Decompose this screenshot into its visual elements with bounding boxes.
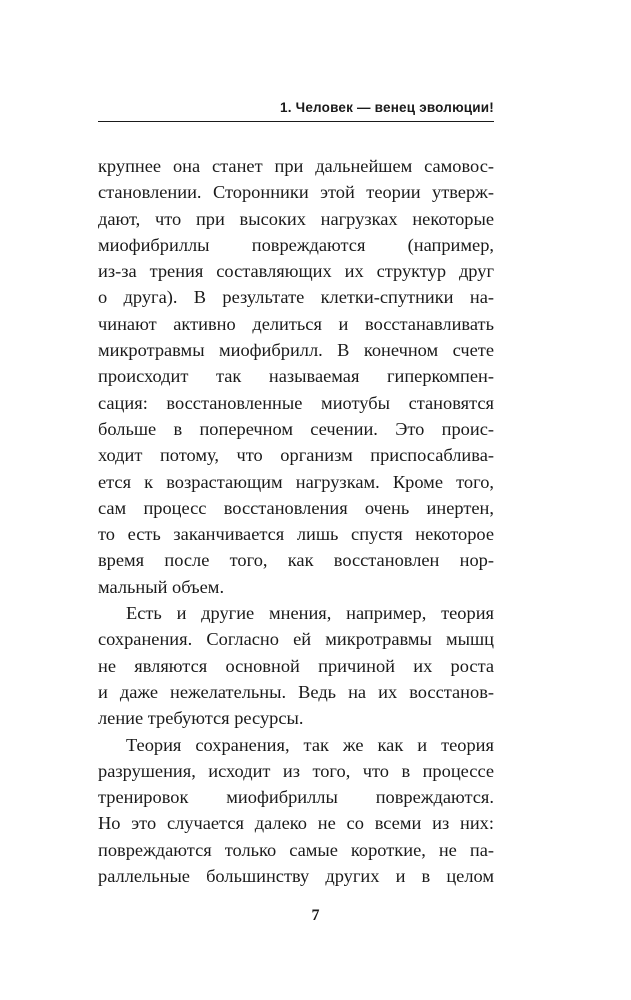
text-line: Теория сохранения, так же как и теория bbox=[126, 734, 494, 755]
text-line: Но это случается далеко не со всеми из них: bbox=[98, 813, 494, 834]
text-line: больше в поперечном сечении. Это проис- bbox=[98, 418, 494, 439]
text-line: сам процесс восстановления очень инертен, bbox=[98, 497, 494, 518]
text-line: то есть заканчивается лишь спустя некоторое bbox=[98, 524, 494, 545]
text-line: Есть и другие мнения, например, теория bbox=[126, 603, 494, 624]
paragraph bbox=[98, 153, 494, 600]
text-line: тренировок миофибриллы повреждаются. bbox=[98, 787, 494, 808]
text-line: миофибриллы повреждаются (например, bbox=[98, 234, 494, 255]
text-line: чинают активно делиться и восстанавливать bbox=[98, 313, 494, 334]
running-header: 1. Человек — венец эволюции! bbox=[280, 100, 494, 115]
body-text bbox=[98, 153, 494, 889]
text-line: сация: восстановленные миотубы становятся bbox=[98, 392, 494, 413]
text-line: ление требуются ресурсы. bbox=[98, 708, 304, 729]
page-number: 7 bbox=[311, 907, 320, 924]
header-rule bbox=[98, 121, 494, 122]
paragraph bbox=[98, 600, 494, 731]
paragraph bbox=[98, 732, 494, 890]
text-line: ходит потому, что организм приспосаблива- bbox=[98, 445, 494, 466]
text-line: из-за трения составляющих их структур друг bbox=[98, 261, 494, 282]
text-line: дают, что при высоких нагрузках некоторые bbox=[98, 208, 494, 229]
text-line: и даже нежелательны. Ведь на их восстанов- bbox=[98, 681, 494, 702]
text-line: повреждаются только самые короткие, не па- bbox=[98, 839, 494, 860]
text-line: микротравмы миофибрилл. В конечном счете bbox=[98, 340, 494, 361]
text-line: мальный объем. bbox=[98, 576, 225, 597]
text-line: о друга). В результате клетки-спутники на- bbox=[98, 287, 494, 308]
text-line: крупнее она станет при дальнейшем самовос- bbox=[98, 156, 494, 176]
text-line: не являются основной причиной их роста bbox=[98, 655, 494, 676]
text-line: разрушения, исходит из того, что в процессе bbox=[98, 760, 494, 781]
text-line: сохранения. Согласно ей микротравмы мышц bbox=[98, 629, 494, 650]
text-line: время после того, как восстановлен нор- bbox=[98, 550, 494, 571]
text-line: раллельные большинству других и в целом bbox=[98, 866, 494, 887]
text-line: становлении. Сторонники этой теории утверж- bbox=[98, 182, 494, 203]
text-line: ется к возрастающим нагрузкам. Кроме того, bbox=[98, 471, 494, 492]
text-line: происходит так называемая гиперкомпен- bbox=[98, 366, 494, 387]
